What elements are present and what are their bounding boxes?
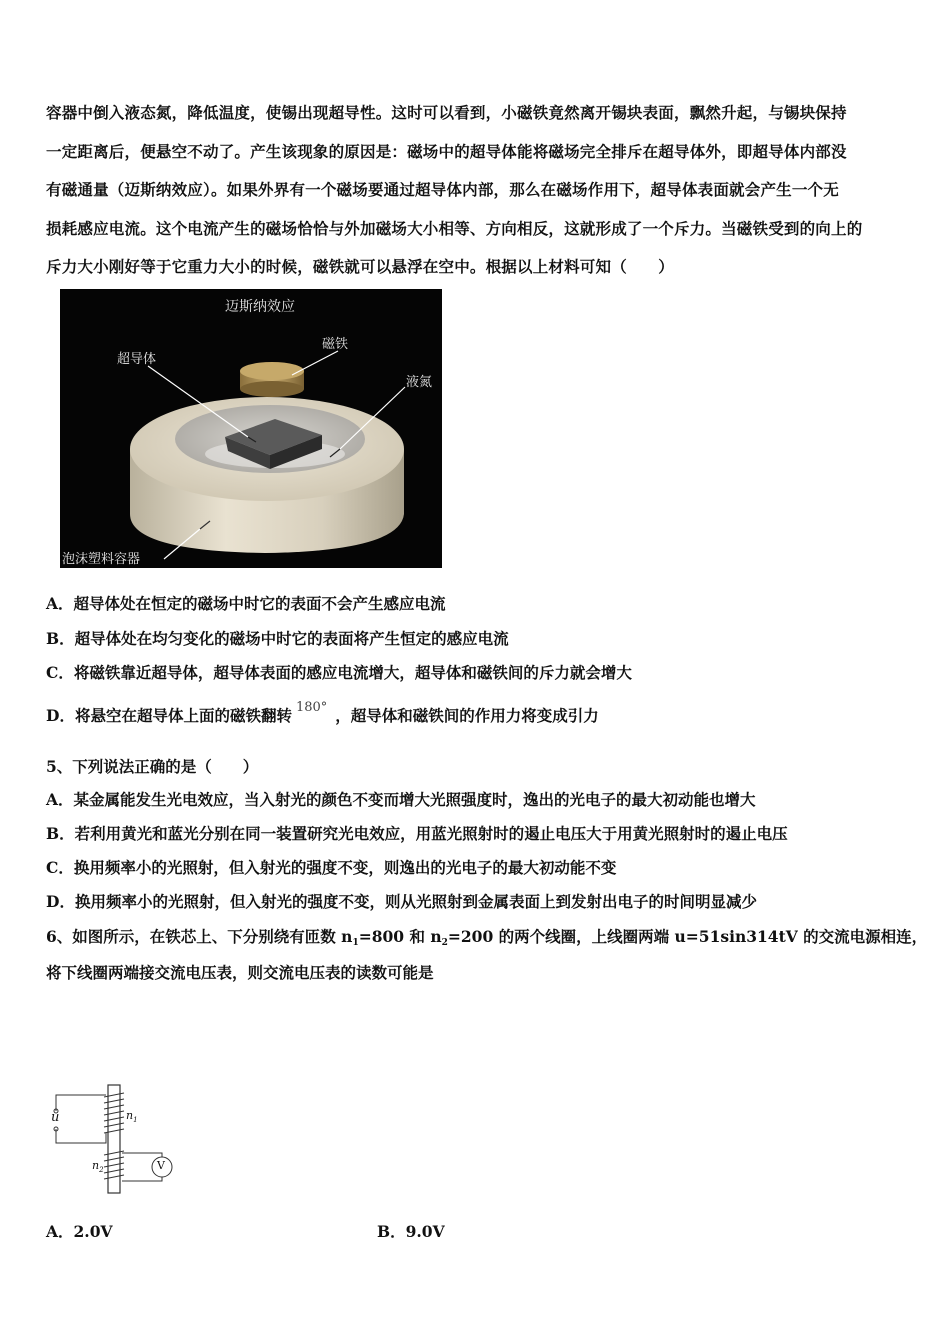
coil-label-n1 [126, 1109, 138, 1124]
subscript: 1 [352, 938, 359, 948]
coil-label-n2 [92, 1159, 104, 1174]
question-4-option-b: B．超导体处在均匀变化的磁场中时它的表面将产生恒定的感应电流 [46, 629, 509, 648]
stem-line: 损耗感应电流。这个电流产生的磁场恰恰与外加磁场大小相等、方向相反，这就形成了一个斥力。当磁铁受到的向上的 [46, 218, 863, 238]
label-magnet: 磁铁 [322, 337, 349, 352]
question-6-stem [46, 925, 927, 948]
question-5-stem: 5、下列说法正确的是（ ） [46, 757, 259, 776]
question-6-option-b: B．9.0V [377, 1222, 445, 1241]
stem-part: =200 的两个线圈，上线圈两端 u=51sin314tV 的交流电源相连， [447, 927, 928, 946]
question-5-option-d: D．换用频率小的光照射，但入射光的强度不变，则从光照射到金属表面上到发射出电子的时间明显减少 [46, 892, 757, 911]
stem-line: 有磁通量（迈斯纳效应）。如果外界有一个磁场要通过超导体内部，那么在磁场作用下，超导体表面就会产生一个无 [46, 180, 839, 199]
angle-180: 180° [295, 700, 328, 715]
label-container: 泡沫塑料容器 [62, 552, 141, 567]
stem-part: =800 和 n [358, 927, 442, 946]
question-6-option-a: A．2.0V [46, 1222, 113, 1241]
transformer-circuit-diagram [48, 1083, 183, 1198]
question-5-option-a: A．某金属能发生光电效应，当入射光的颜色不变而增大光照强度时，逸出的光电子的最大初动能也增大 [46, 790, 756, 809]
question-5-option-b: B．若利用黄光和蓝光分别在同一装置研究光电效应，用蓝光照射时的遏止电压大于用黄光照射时的遏止电压 [46, 824, 788, 843]
source-label-u: u [51, 1110, 60, 1125]
n1-subscript: 1 [133, 1116, 138, 1124]
label-liquid-nitrogen: 液氮 [406, 375, 433, 390]
question-4-option-a: A．超导体处在恒定的磁场中时它的表面不会产生感应电流 [46, 594, 446, 613]
meissner-effect-figure [60, 289, 442, 568]
stem-part: 6、如图所示，在铁芯上、下分别绕有匝数 n [46, 927, 353, 946]
stem-line: 斥力大小刚好等于它重力大小的时候，磁铁就可以悬浮在空中。根据以上材料可知（ ） [46, 257, 675, 276]
option-d-text-end: ，超导体和磁铁间的作用力将变成引力 [335, 706, 599, 725]
label-superconductor: 超导体 [117, 352, 157, 367]
question-4-option-d [46, 700, 599, 726]
figure-title: 迈斯纳效应 [225, 299, 295, 315]
option-d-text-start: D．将悬空在超导体上面的磁铁翻转 [46, 706, 292, 725]
question-4-option-c: C．将磁铁靠近超导体，超导体表面的感应电流增大，超导体和磁铁间的斥力就会增大 [46, 663, 632, 682]
n1-letter: n [126, 1109, 134, 1122]
n2-subscript: 2 [99, 1166, 104, 1174]
stem-line: 一定距离后，便悬空不动了。产生该现象的原因是：磁场中的超导体能将磁场完全排斥在超导体外，即超导体内部没 [46, 141, 847, 161]
voltmeter-label: V [157, 1159, 165, 1172]
question-5-option-c: C．换用频率小的光照射，但入射光的强度不变，则逸出的光电子的最大初动能不变 [46, 858, 617, 877]
subscript: 2 [441, 938, 448, 948]
question-6-stem-line-2: 将下线圈两端接交流电压表，则交流电压表的读数可能是 [46, 963, 434, 982]
n2-letter: n [92, 1159, 100, 1172]
stem-line: 容器中倒入液态氮，降低温度，使锡出现超导性。这时可以看到，小磁铁竟然离开锡块表面，飘然升起，与锡块保持 [46, 103, 847, 122]
question-4-stem [46, 94, 908, 287]
